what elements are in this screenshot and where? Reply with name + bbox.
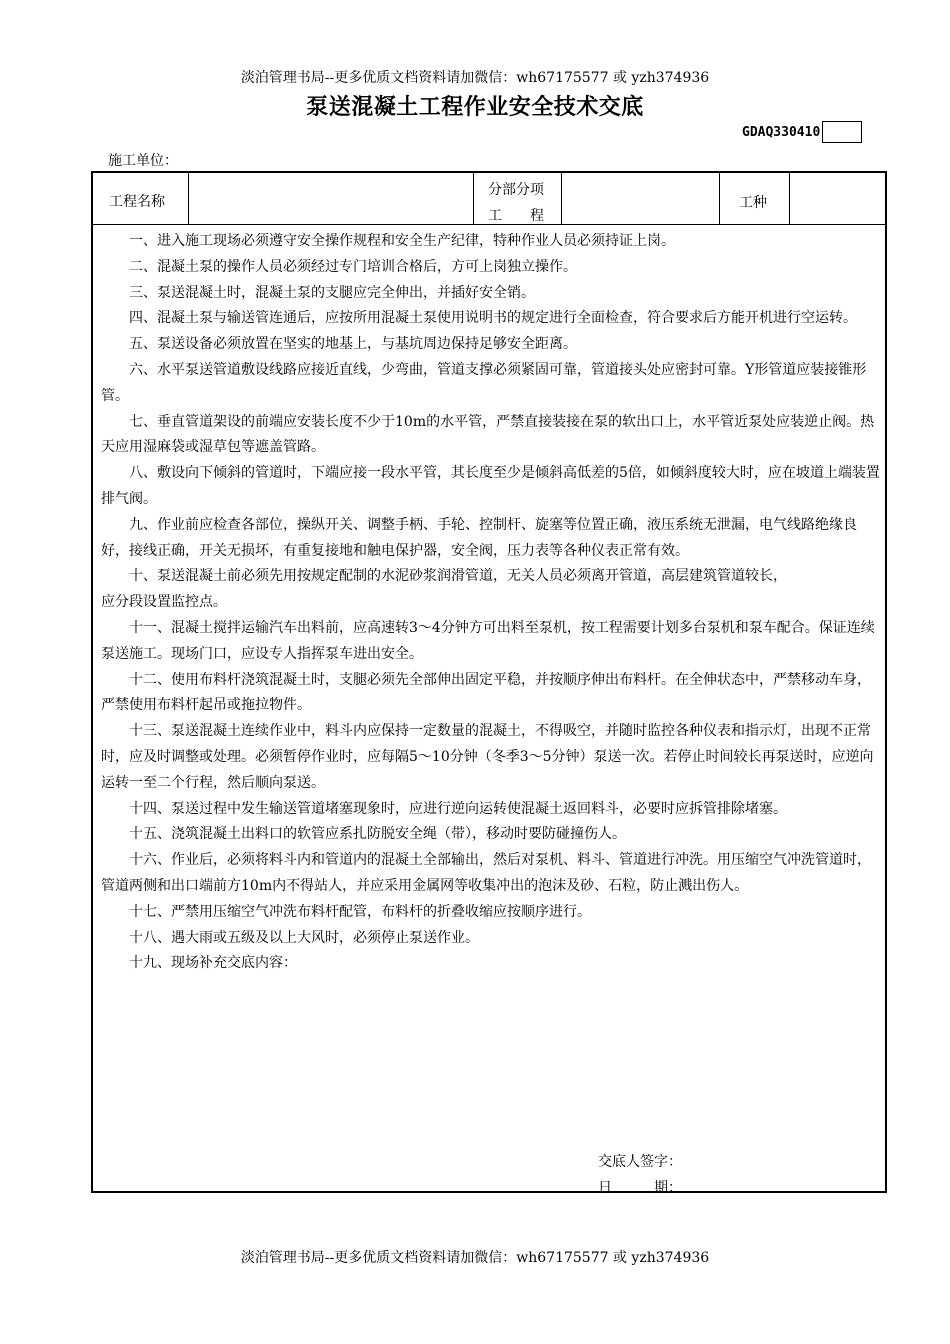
date-label: 日 期： (598, 1180, 682, 1196)
trade-label: 工种 (739, 195, 767, 211)
col-divider (789, 173, 790, 224)
document-code: GDAQ330410 (742, 124, 821, 140)
disclosure-content (101, 229, 881, 977)
disclosure-item: 九、作业前应检查各部位，操纵开关、调整手柄、手轮、控制杆、旋塞等位置正确，液压系统无泄漏，电气线路绝缘良好，接线正确，开关无损坏，有重复接地和触电保护器，安全阀，压力表等各种仪表正常有效。 (101, 516, 857, 559)
disclosure-item: 三、泵送混凝土时，混凝土泵的支腿应完全伸出，并插好安全销。 (129, 284, 535, 301)
disclosure-item: 十四、泵送过程中发生输送管道堵塞现象时，应进行逆向运转使混凝土返回料斗，必要时应拆管排除堵塞。 (129, 800, 787, 817)
disclosure-item: 十八、遇大雨或五级及以上大风时，必须停止泵送作业。 (129, 929, 479, 946)
disclosure-item: 十三、泵送混凝土连续作业中，料斗内应保持一定数量的混凝土，不得吸空，并随时监控各种仪表和指示灯，出现不正常时，应及时调整或处理。必须暂停作业时，应每隔5～10分钟（冬季3～5分钟）泵送一次。若停止时间较长再泵送时，应逆向运转一至二个行程，然后顺向泵送。 (101, 723, 874, 791)
disclosure-item: 六、水平泵送管道敷设线路应接近直线，少弯曲，管道支撑必须紧固可靠，管道接头处应密封可靠。Y形管道应装接锥形管。 (101, 361, 867, 404)
col-divider (473, 173, 474, 224)
disclosure-item: 十、泵送混凝土前必须先用按规定配制的水泥砂浆润滑管道，无关人员必须离开管道，高层建筑管道较长， (129, 568, 787, 585)
disclosure-item: 十一、混凝土搅拌运输汽车出料前，应高速转3～4分钟方可出料至泵机，按工程需要计划多台泵机和泵车配合。保证连续泵送施工。现场门口，应设专人指挥泵车进出安全。 (101, 619, 875, 662)
disclosure-item: 一、进入施工现场必须遵守安全操作规程和安全生产纪律，特种作业人员必须持证上岗。 (129, 233, 675, 249)
sub-project-label-line1: 分部分项 (488, 182, 544, 198)
disclosure-item: 四、混凝土泵与输送管连通后，应按所用混凝土泵使用说明书的规定进行全面检查，符合要求后方能开机进行空运转。 (129, 310, 857, 327)
disclosure-item: 十七、严禁用压缩空气冲洗布料杆配管，布料杆的折叠收缩应按顺序进行。 (129, 903, 591, 920)
signature-block (598, 1149, 682, 1201)
disclosure-item: 七、垂直管道架设的前端应安装长度不少于10m的水平管，严禁直接装接在泵的软出口上，水平管近泵处应装逆止阀。热天应用湿麻袋或湿草包等遮盖管路。 (101, 413, 875, 456)
signer-label: 交底人签字： (598, 1154, 682, 1170)
disclosure-item: 十五、浇筑混凝土出料口的软管应系扎防脱安全绳（带），移动时要防碰撞伤人。 (129, 826, 626, 843)
col-divider (561, 173, 562, 224)
code-suffix-box[interactable] (822, 121, 862, 143)
disclosure-item: 十二、使用布料杆浇筑混凝土时，支腿必须先全部伸出固定平稳，并按顺序伸出布料杆。在全伸状态中，严禁移动车身，严禁使用布料杆起吊或拖拉物件。 (101, 671, 871, 714)
construction-unit-label: 施工单位： (108, 153, 178, 169)
disclosure-item: 十九、现场补充交底内容： (129, 955, 297, 972)
col-divider (719, 173, 720, 224)
disclosure-item: 五、泵送设备必须放置在坚实的地基上，与基坑周边保持足够安全距离。 (129, 336, 577, 353)
document-code-row (742, 121, 862, 143)
col-divider (188, 173, 189, 224)
document-title: 泵送混凝土工程作业安全技术交底 (306, 95, 644, 120)
project-name-label: 工程名称 (109, 194, 165, 210)
footer-note: 淡泊管理书局--更多优质文档资料请加微信：wh67175577 或 yzh374936 (240, 1250, 710, 1266)
sub-project-label-line2: 工 程 (488, 208, 544, 224)
disclosure-item: 二、混凝土泵的操作人员必须经过专门培训合格后，方可上岗独立操作。 (129, 258, 577, 275)
disclosure-form (91, 171, 887, 1196)
header-note: 淡泊管理书局--更多优质文档资料请加微信：wh67175577 或 yzh374936 (240, 70, 710, 86)
disclosure-item: 八、敷设向下倾斜的管道时，下端应接一段水平管，其长度至少是倾斜高低差的5倍，如倾斜度较大时，应在坡道上端装置排气阀。 (101, 465, 880, 507)
disclosure-item: 十六、作业后，必须将料斗内和管道内的混凝土全部输出，然后对泵机、料斗、管道进行冲洗。用压缩空气冲洗管道时，管道两侧和出口端前方10m内不得站人，并应采用金属网等收集冲出的泡沫及砂、石粒，防止溅出伤人。 (101, 852, 871, 894)
disclosure-item-continuation: 应分段设置监控点。 (101, 594, 227, 611)
